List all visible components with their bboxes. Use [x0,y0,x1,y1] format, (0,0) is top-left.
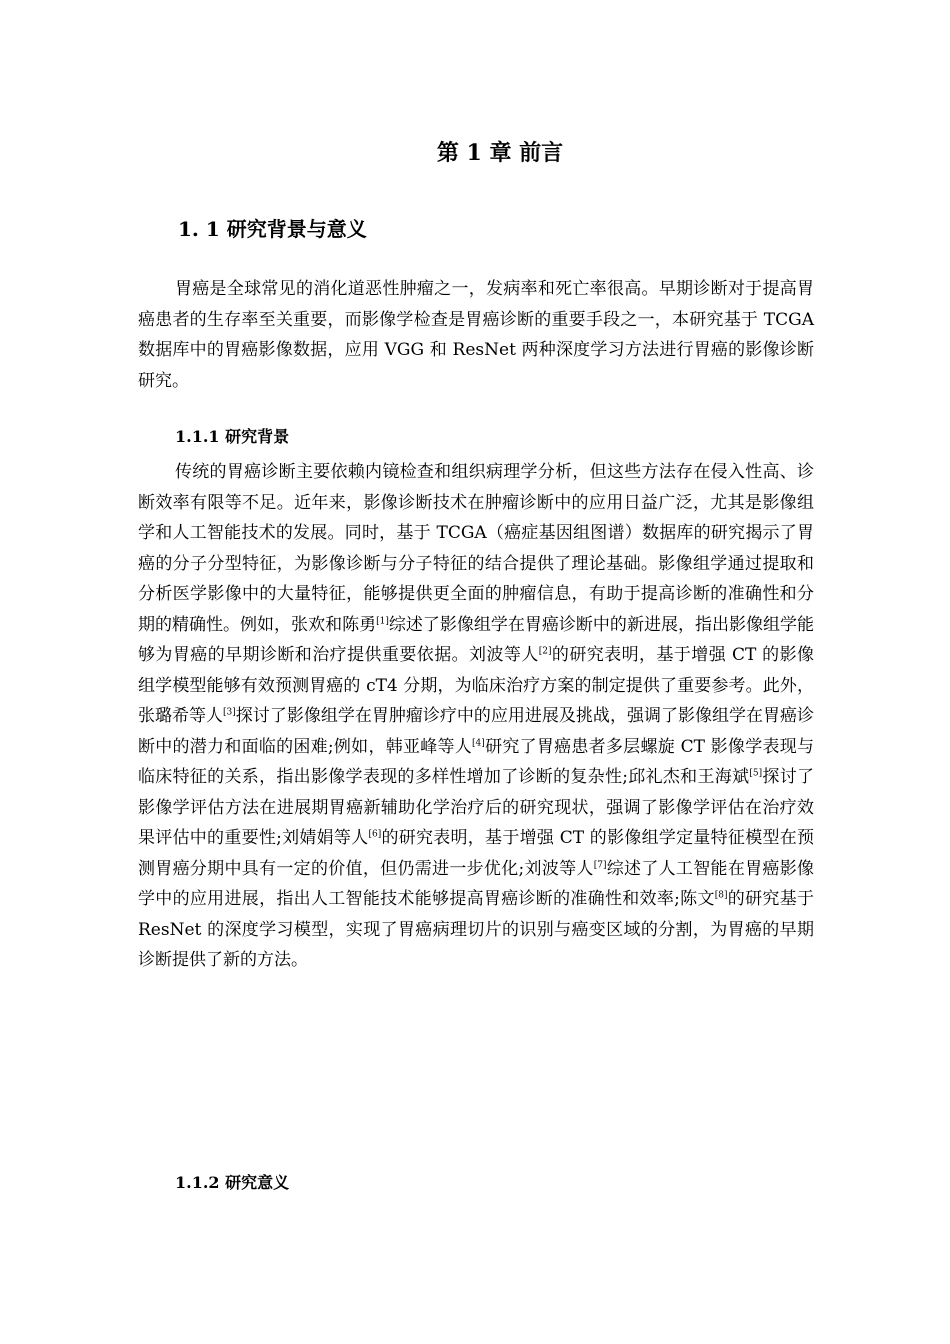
text-segment: 的研究表明，基于增强 CT 的影像组学定量特征模型在预测胃癌分期中具有一定的价值，但仍需进一步优化;刘波等人 [138,828,814,879]
text-segment: 传统的胃癌诊断主要依赖内镜检查和组织病理学分析，但这些方法存在侵入性高、诊断效率有限等不足。近年来，影像诊断技术在肿瘤诊断中的应用日益广泛，尤其是影像组学和人工智能技术的发展。同时，基于 TCGA（癌症基因组图谱）数据库的研究揭示了胃癌的分子分型特征，为影像诊断与分子特征的结合提供了理论基础。影像组学通过提取和分析医学影像中的大量特征，能够提供更全面的肿瘤信息，有助于提高诊断的准确性和分期的精确性。例如，张欢和陈勇 [138,462,814,635]
text-segment: 的研究表明，基于增强 CT 的影像组学模型能够有效预测胃癌的 cT4 分期，为临床治疗方案的制定提供了重要参考。此外，张璐希等人 [138,645,815,726]
text-segment: 研究了胃癌患者多层螺旋 CT 影像学表现与临床特征的关系，指出影像学表现的多样性增加了诊断的复杂性;邱礼杰和王海斌 [138,736,814,787]
text-segment: 探讨了影像组学在胃肿瘤诊疗中的应用进展及挑战，强调了影像组学在胃癌诊断中的潜力和面临的困难;例如，韩亚峰等人 [138,706,815,757]
citation-1: [1] [376,615,389,626]
subsection-title-background: 1.1.1 研究背景 [175,427,290,446]
citation-2: [2] [538,646,552,657]
background-paragraph [138,457,814,976]
text-segment: 综述了人工智能在胃癌影像学中的应用进展，指出人工智能技术能够提高胃癌诊断的准确性和效率;陈文 [138,858,814,909]
intro-paragraph: 胃癌是全球常见的消化道恶性肿瘤之一，发病率和死亡率很高。早期诊断对于提高胃癌患者的生存率至关重要，而影像学检查是胃癌诊断的重要手段之一，本研究基于 TCGA 数据库中的胃癌影像数据，应用 VGG 和 ResNet 两种深度学习方法进行胃癌的影像诊断研究。 [138,279,814,391]
citation-6: [6] [368,829,382,840]
subsection-title-significance: 1.1.2 研究意义 [175,1173,290,1192]
citation-3: [3] [223,707,236,718]
citation-7: [7] [593,859,607,870]
chapter-title: 第 1 章 前言 [436,140,564,166]
citation-8: [8] [714,890,728,901]
text-segment: 综述了影像组学在胃癌诊断中的新进展，指出影像组学能够为胃癌的早期诊断和治疗提供重要依据。刘波等人 [138,614,815,665]
text-segment: 探讨了影像学评估方法在进展期胃癌新辅助化学治疗后的研究现状，强调了影像学评估在治疗效果评估中的重要性;刘婧娟等人 [138,767,814,848]
citation-5: [5] [749,768,763,779]
citation-4: [4] [472,737,485,748]
section-title: 1. 1 研究背景与意义 [178,217,367,241]
text-segment: 的研究基于 ResNet 的深度学习模型，实现了胃癌病理切片的识别与癌变区域的分割，为胃癌的早期诊断提供了新的方法。 [138,889,814,970]
